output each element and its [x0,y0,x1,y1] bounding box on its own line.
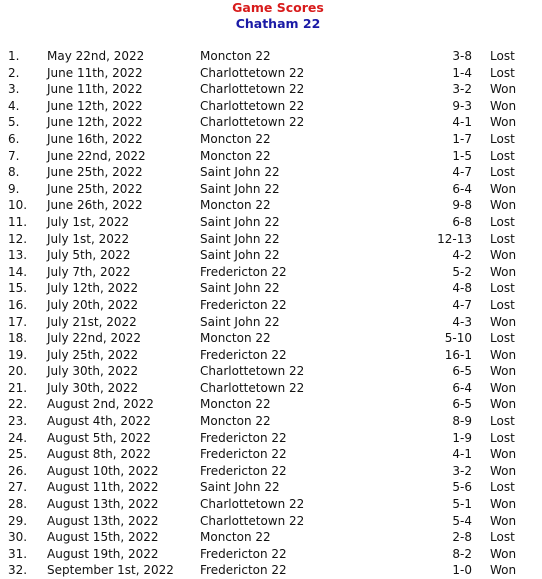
game-number: 21. [8,380,28,395]
game-opponent: Saint John 22 [200,231,280,246]
game-score: 6-4 [452,380,472,395]
game-row [0,479,542,496]
game-result: Won [490,98,517,113]
game-opponent: Charlottetown 22 [200,497,305,512]
game-score: 4-8 [452,281,472,296]
game-result: Won [490,198,517,213]
game-number: 22. [8,397,28,412]
game-opponent: Fredericton 22 [200,347,287,362]
game-opponent: Moncton 22 [200,49,271,63]
game-number: 18. [8,331,28,346]
game-date: August 13th, 2022 [47,497,159,512]
game-row [0,264,542,281]
game-result: Won [490,563,517,578]
game-row [0,413,542,430]
game-number: 10. [8,198,28,213]
game-row [0,529,542,546]
game-number: 4. [8,98,20,113]
game-result: Lost [490,148,515,163]
game-score: 6-4 [452,181,472,196]
game-date: August 13th, 2022 [47,513,159,528]
game-date: May 22nd, 2022 [47,49,145,63]
game-score: 1-5 [452,148,472,163]
game-number: 11. [8,214,28,229]
game-date: June 16th, 2022 [47,131,143,146]
game-number: 6. [8,131,20,146]
game-opponent: Moncton 22 [200,397,271,412]
game-result: Lost [490,297,515,312]
game-opponent: Charlottetown 22 [200,98,305,113]
game-number: 27. [8,480,28,495]
game-opponent: Fredericton 22 [200,546,287,561]
game-date: July 30th, 2022 [47,380,139,395]
game-result: Won [490,546,517,561]
game-number: 13. [8,248,28,263]
game-number: 28. [8,497,28,512]
game-result: Lost [490,331,515,346]
game-number: 19. [8,347,28,362]
game-row [0,314,542,331]
game-opponent: Saint John 22 [200,248,280,263]
game-result: Lost [490,414,515,429]
game-number: 32. [8,563,28,578]
team-subtitle: Chatham 22 [235,16,321,31]
game-row [0,231,542,248]
game-row [0,396,542,413]
game-date: August 19th, 2022 [47,546,159,561]
game-date: July 21st, 2022 [47,314,137,329]
game-opponent: Charlottetown 22 [200,380,305,395]
game-date: August 15th, 2022 [47,530,159,545]
game-number: 2. [8,65,20,80]
game-opponent: Saint John 22 [200,181,280,196]
game-result: Won [490,463,517,478]
game-date: July 7th, 2022 [47,264,131,279]
game-number: 7. [8,148,20,163]
game-row [0,81,542,98]
game-date: September 1st, 2022 [47,563,174,578]
game-date: July 22nd, 2022 [47,331,142,346]
game-row [0,181,542,198]
game-score: 5-6 [452,480,472,495]
page-header [0,0,542,32]
game-result: Won [490,264,517,279]
game-opponent: Fredericton 22 [200,264,287,279]
game-opponent: Charlottetown 22 [200,65,305,80]
game-opponent: Charlottetown 22 [200,82,305,97]
game-result: Lost [490,49,515,63]
game-row [0,380,542,397]
game-number: 29. [8,513,28,528]
game-score: 4-2 [452,248,472,263]
game-row [0,562,542,579]
game-scores-list [0,48,542,579]
game-row [0,430,542,447]
game-date: June 25th, 2022 [47,181,143,196]
game-opponent: Saint John 22 [200,480,280,495]
game-result: Lost [490,214,515,229]
game-date: July 30th, 2022 [47,364,139,379]
game-row [0,214,542,231]
game-score: 4-3 [452,314,472,329]
game-row [0,347,542,364]
game-opponent: Moncton 22 [200,530,271,545]
game-row [0,65,542,82]
game-opponent: Charlottetown 22 [200,364,305,379]
game-score: 3-2 [452,82,472,97]
game-result: Won [490,497,517,512]
game-number: 20. [8,364,28,379]
game-row [0,330,542,347]
game-result: Won [490,82,517,97]
game-opponent: Saint John 22 [200,165,280,180]
game-row [0,280,542,297]
game-result: Won [490,347,517,362]
game-result: Won [490,248,517,263]
game-score: 5-2 [452,264,472,279]
game-number: 23. [8,414,28,429]
game-opponent: Moncton 22 [200,331,271,346]
game-date: July 20th, 2022 [47,297,139,312]
game-number: 17. [8,314,28,329]
game-result: Won [490,513,517,528]
game-date: June 26th, 2022 [47,198,143,213]
game-date: June 11th, 2022 [47,82,143,97]
game-score: 1-0 [452,563,472,578]
game-score: 6-5 [452,364,472,379]
game-score: 8-9 [452,414,472,429]
game-number: 15. [8,281,28,296]
game-opponent: Saint John 22 [200,214,280,229]
game-date: July 1st, 2022 [47,231,130,246]
game-row [0,363,542,380]
game-row [0,513,542,530]
game-result: Lost [490,165,515,180]
game-date: August 5th, 2022 [47,430,151,445]
game-row [0,463,542,480]
game-date: August 10th, 2022 [47,463,159,478]
game-opponent: Fredericton 22 [200,430,287,445]
game-score: 5-4 [452,513,472,528]
game-date: June 22nd, 2022 [47,148,146,163]
game-score: 2-8 [452,530,472,545]
game-number: 14. [8,264,28,279]
game-date: August 2nd, 2022 [47,397,154,412]
game-date: June 11th, 2022 [47,65,143,80]
game-number: 16. [8,297,28,312]
game-result: Won [490,115,517,130]
game-row [0,197,542,214]
game-opponent: Charlottetown 22 [200,115,305,130]
game-score: 9-3 [452,98,472,113]
game-score: 6-5 [452,397,472,412]
game-score: 4-7 [452,165,472,180]
game-score: 4-1 [452,447,472,462]
game-date: June 12th, 2022 [47,115,143,130]
game-score: 1-7 [452,131,472,146]
game-score: 1-4 [452,65,472,80]
game-result: Lost [490,281,515,296]
game-result: Lost [490,430,515,445]
game-date: July 5th, 2022 [47,248,131,263]
game-number: 25. [8,447,28,462]
game-row [0,247,542,264]
game-opponent: Moncton 22 [200,414,271,429]
game-row [0,496,542,513]
game-row [0,114,542,131]
game-number: 1. [8,49,20,63]
game-opponent: Fredericton 22 [200,297,287,312]
game-number: 9. [8,181,20,196]
game-score: 4-1 [452,115,472,130]
game-score: 5-10 [444,331,472,346]
game-opponent: Fredericton 22 [200,463,287,478]
game-opponent: Moncton 22 [200,131,271,146]
game-result: Lost [490,131,515,146]
game-score: 6-8 [452,214,472,229]
game-date: August 4th, 2022 [47,414,151,429]
game-result: Won [490,364,517,379]
game-opponent: Moncton 22 [200,198,271,213]
game-opponent: Charlottetown 22 [200,513,305,528]
game-date: June 12th, 2022 [47,98,143,113]
game-row [0,446,542,463]
game-row [0,164,542,181]
game-number: 8. [8,165,20,180]
game-result: Lost [490,231,515,246]
game-date: August 11th, 2022 [47,480,159,495]
game-result: Won [490,380,517,395]
game-score: 4-7 [452,297,472,312]
game-result: Lost [490,65,515,80]
game-score: 1-9 [452,430,472,445]
game-row [0,148,542,165]
game-result: Won [490,181,517,196]
game-score: 8-2 [452,546,472,561]
game-opponent: Saint John 22 [200,281,280,296]
game-row [0,131,542,148]
game-opponent: Moncton 22 [200,148,271,163]
game-row [0,48,542,65]
game-row [0,297,542,314]
game-result: Won [490,447,517,462]
game-number: 5. [8,115,20,130]
game-result: Lost [490,530,515,545]
game-number: 31. [8,546,28,561]
game-row [0,98,542,115]
game-result: Won [490,397,517,412]
game-opponent: Saint John 22 [200,314,280,329]
game-date: June 25th, 2022 [47,165,143,180]
game-score: 3-8 [452,49,472,63]
game-date: July 1st, 2022 [47,214,130,229]
page-title: Game Scores [232,0,324,15]
game-number: 30. [8,530,28,545]
game-date: August 8th, 2022 [47,447,151,462]
game-score: 12-13 [437,231,472,246]
game-result: Lost [490,480,515,495]
game-number: 24. [8,430,28,445]
game-opponent: Fredericton 22 [200,563,287,578]
game-score: 3-2 [452,463,472,478]
game-result: Won [490,314,517,329]
game-score: 9-8 [452,198,472,213]
game-number: 26. [8,463,28,478]
game-score: 5-1 [452,497,472,512]
game-score: 16-1 [444,347,472,362]
game-date: July 12th, 2022 [47,281,139,296]
game-number: 12. [8,231,28,246]
game-row [0,546,542,563]
game-opponent: Fredericton 22 [200,447,287,462]
game-date: July 25th, 2022 [47,347,139,362]
game-number: 3. [8,82,20,97]
